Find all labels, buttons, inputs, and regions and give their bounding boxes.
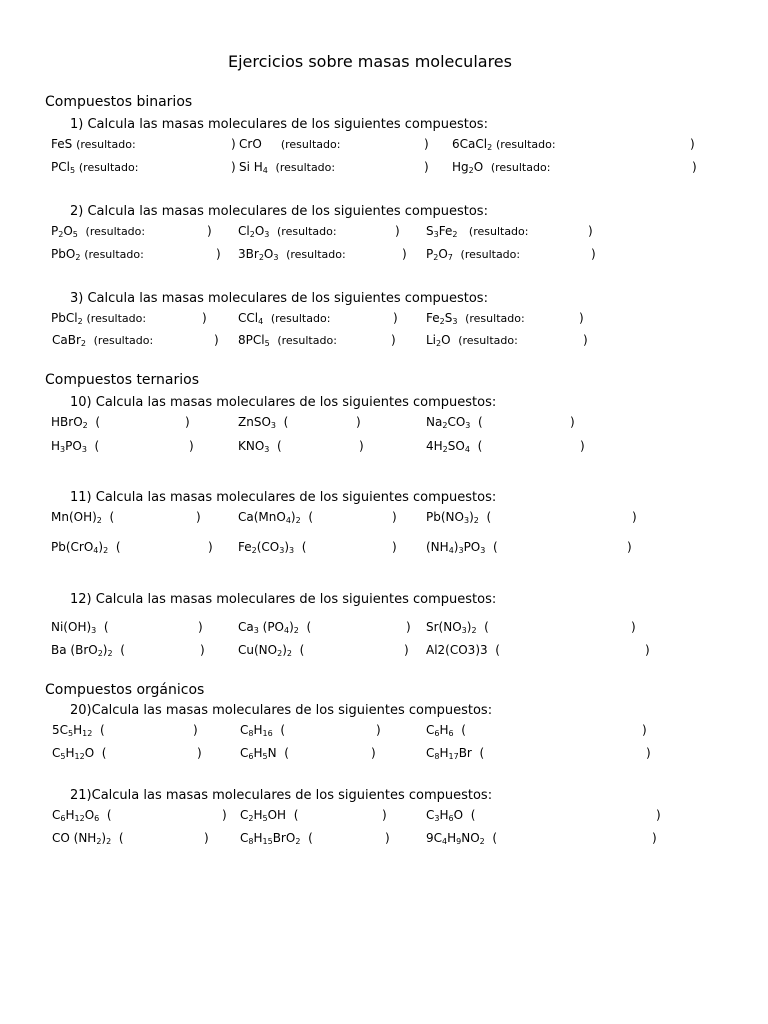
close-paren: ) <box>645 643 650 657</box>
compound-C8H15BrO2: $C_8H_{15}BrO_2$ ( <box>240 831 313 846</box>
compound-CONH22: CO $(NH_2)_2$ ( <box>52 831 124 846</box>
close-paren: ) <box>652 831 657 845</box>
compound-P2O7: $P_2O_7$ (resultado: <box>426 247 521 262</box>
close-paren: ) <box>231 160 236 174</box>
close-paren: ) <box>231 137 236 151</box>
close-paren: ) <box>424 137 429 151</box>
question-3: 3) Calcula las masas moleculares de los siguientes compuestos: <box>70 291 488 306</box>
close-paren: ) <box>392 540 397 554</box>
question-20: 20)Calcula las masas moleculares de los siguientes compuestos: <box>70 703 493 718</box>
question-10: 10) Calcula las masas moleculares de los siguientes compuestos: <box>70 395 497 410</box>
compound-BaBrO22: Ba $(BrO_2)_2$ ( <box>51 643 125 658</box>
compound-MnOH2: $Mn(OH)_2$ ( <box>51 510 115 525</box>
compound-PbNO32: $Pb(NO_3)_2$ ( <box>426 510 492 525</box>
page-title: Ejercicios sobre masas moleculares <box>228 52 512 71</box>
section-heading-organicos: Compuestos orgánicos <box>45 682 205 698</box>
compound-PbCl2: PbCl$_2$ (resultado: <box>51 311 147 326</box>
close-paren: ) <box>214 333 219 347</box>
close-paren: ) <box>406 620 411 634</box>
compound-3Br2O3: $3Br_2O_3$ (resultado: <box>238 247 346 262</box>
question-21: 21)Calcula las masas moleculares de los siguientes compuestos: <box>70 788 493 803</box>
close-paren: ) <box>579 311 584 325</box>
compound-Li2O: $Li_2O$ (resultado: <box>426 333 518 348</box>
compound-SiH4: Si $H_4$ (resultado: <box>239 160 336 175</box>
compound-C6H12O6: $C_6H_{12}O_6$ ( <box>52 808 112 823</box>
compound-CCl4: CCl$_4$ (resultado: <box>238 311 331 326</box>
close-paren: ) <box>196 510 201 524</box>
close-paren: ) <box>580 439 585 453</box>
compound-P2O5: $P_2O_5$ (resultado: <box>51 224 146 239</box>
close-paren: ) <box>382 808 387 822</box>
close-paren: ) <box>200 643 205 657</box>
compound-C8H17Br: $C_8H_{17}Br$ ( <box>426 746 485 761</box>
close-paren: ) <box>692 160 697 174</box>
close-paren: ) <box>591 247 596 261</box>
close-paren: ) <box>198 620 203 634</box>
compound-KNO3: $KNO_3$ ( <box>238 439 282 454</box>
compound-H3PO3: $H_3PO_3$ ( <box>51 439 100 454</box>
compound-Na2CO3: $Na_2CO_3$ ( <box>426 415 483 430</box>
close-paren: ) <box>391 333 396 347</box>
compound-Fe2CO33: $Fe_2(CO_3)_3$ ( <box>238 540 307 555</box>
close-paren: ) <box>204 831 209 845</box>
compound-C6H5N: $C_6H_5N$ ( <box>240 746 289 761</box>
compound-SrNO32: $Sr(NO_3)_2$ ( <box>426 620 489 635</box>
close-paren: ) <box>185 415 190 429</box>
compound-9C4H9NO2: $9C_4H_9NO_2$ ( <box>426 831 498 846</box>
compound-6CaCl2: 6CaCl$_2$ (resultado: <box>452 137 556 152</box>
close-paren: ) <box>404 643 409 657</box>
close-paren: ) <box>583 333 588 347</box>
compound-S3Fe2: $S_3Fe_2$ (resultado: <box>426 224 529 239</box>
question-1: 1) Calcula las masas moleculares de los siguientes compuestos: <box>70 117 488 132</box>
close-paren: ) <box>222 808 227 822</box>
question-11: 11) Calcula las masas moleculares de los siguientes compuestos: <box>70 490 497 505</box>
compound-4H2SO4: $4H_2SO_4$ ( <box>426 439 483 454</box>
close-paren: ) <box>376 723 381 737</box>
close-paren: ) <box>570 415 575 429</box>
compound-CrO: CrO (resultado: <box>239 137 341 151</box>
compound-Ca3PO42: $Ca_3$ $(PO_4)_2$ ( <box>238 620 312 635</box>
close-paren: ) <box>208 540 213 554</box>
close-paren: ) <box>642 723 647 737</box>
compound-PCl5: PCl$_5$ (resultado: <box>51 160 139 175</box>
compound-Cl2O3: $Cl_2O_3$ (resultado: <box>238 224 337 239</box>
compound-C5H12O: $C_5H_{12}O$ ( <box>52 746 107 761</box>
section-heading-binarios: Compuestos binarios <box>45 94 193 110</box>
close-paren: ) <box>385 831 390 845</box>
compound-PbCrO42: $Pb(CrO_4)_2$ ( <box>51 540 121 555</box>
close-paren: ) <box>393 311 398 325</box>
compound-C6H6: $C_6H_6$ ( <box>426 723 466 738</box>
compound-NiOH3: $Ni(OH)_3$ ( <box>51 620 109 635</box>
close-paren: ) <box>356 415 361 429</box>
compound-Fe2S3: $Fe_2S_3$ (resultado: <box>426 311 525 326</box>
close-paren: ) <box>690 137 695 151</box>
compound-NH43PO3: $(NH_4)_3PO_3$ ( <box>426 540 498 555</box>
close-paren: ) <box>189 439 194 453</box>
compound-CaMnO42: $Ca(MnO_4)_2$ ( <box>238 510 314 525</box>
close-paren: ) <box>646 746 651 760</box>
compound-8PCl5: 8PCl$_5$ (resultado: <box>238 333 337 348</box>
compound-5C5H12: $5C_5H_{12}$ ( <box>52 723 105 738</box>
question-12: 12) Calcula las masas moleculares de los siguientes compuestos: <box>70 592 497 607</box>
compound-CuNO22: $Cu(NO_2)_2$ ( <box>238 643 305 658</box>
compound-ZnSO3: ZnSO$_3$ ( <box>238 415 289 430</box>
close-paren: ) <box>424 160 429 174</box>
compound-CaBr2: CaBr$_2$ (resultado: <box>52 333 154 348</box>
compound-Hg2O: $Hg_2O$ (resultado: <box>452 160 551 175</box>
section-heading-ternarios: Compuestos ternarios <box>45 372 200 388</box>
close-paren: ) <box>627 540 632 554</box>
compound-PbO2: PbO$_2$ (resultado: <box>51 247 144 262</box>
close-paren: ) <box>395 224 400 238</box>
close-paren: ) <box>371 746 376 760</box>
close-paren: ) <box>202 311 207 325</box>
close-paren: ) <box>193 723 198 737</box>
close-paren: ) <box>632 510 637 524</box>
close-paren: ) <box>656 808 661 822</box>
compound-C3H6O: $C_3H_6O$ ( <box>426 808 476 823</box>
compound-FeS: FeS (resultado: <box>51 137 136 151</box>
close-paren: ) <box>631 620 636 634</box>
close-paren: ) <box>588 224 593 238</box>
close-paren: ) <box>216 247 221 261</box>
close-paren: ) <box>392 510 397 524</box>
compound-HBrO2: HBrO$_2$ ( <box>51 415 101 430</box>
close-paren: ) <box>402 247 407 261</box>
question-2: 2) Calcula las masas moleculares de los siguientes compuestos: <box>70 204 488 219</box>
compound-C2H5OH: $C_2H_5OH$ ( <box>240 808 299 823</box>
compound-C8H16: $C_8H_{16}$ ( <box>240 723 286 738</box>
close-paren: ) <box>207 224 212 238</box>
close-paren: ) <box>359 439 364 453</box>
compound-Al2CO33: Al2(CO3)3 ( <box>426 643 500 657</box>
close-paren: ) <box>197 746 202 760</box>
